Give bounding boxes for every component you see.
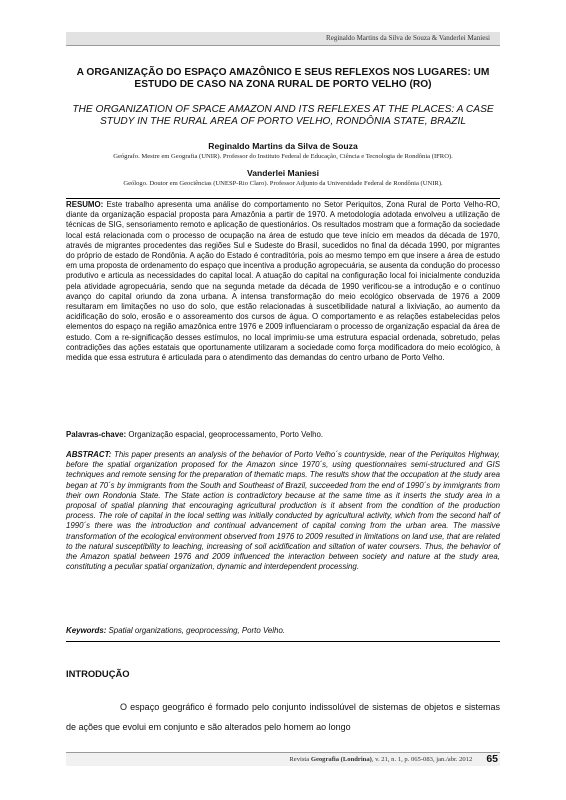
- footer-journal-prefix: Revista: [289, 756, 311, 763]
- footer-journal-citation: [289, 753, 472, 766]
- resumo-text: Este trabalho apresenta uma análise do comportamento no Setor Periquitos, Zona Rural de Porto Velho-RO, diante da organização espacial proposta para Amazônia a partir de 1970. A metodologia adotada envolveu a utilização de técnicas de SIG, sensoriamento remoto e aplicação de questionários. Os resultados mostram que a formação da sociedade local está relacionada com o processo de ocupação na área de estudo que teve início em meados da década de 1970, através de migrantes procedentes das regiões Sul e Sudeste do Brasil, sucedidos no final da década 1990, por migrantes do próprio de estado de Rondônia. A ação do Estado é contraditória, pois ao mesmo tempo em que insere a área de estudo em uma proposta de ordenamento do espaço que incentiva a produção agropecuária, se ausenta da condução do processo produtivo e articula as necessidades do capital local. A atuação do capital na configuração local foi inicialmente conduzida pela atividade agropecuária, sendo que na segunda metade da década de 1990 verificou-se a introdução e o contínuo avanço do capital oriundo da zona urbana. A intensa transformação do meio ecológico observada de 1976 a 2009 resultaram em limitações no uso do solo, que estão relacionadas à suscetibilidade natural a lixiviação, ao aumento da acidificação do solo, erosão e o assoreamento dos cursos de água. O comportamento e as relações estabelecidas pelos elementos do espaço na região amazônica entre 1976 e 2009 influenciaram o processo de organização espacial da área de estudo. Com a re-significação desses estímulos, no local imprimiu-se uma estrutura espacial ordenada, sobretudo, pelas contradições das ações estatais que oportunamente utilizaram a sociedade como força modificadora do meio ecológico, à medida que essa estrutura é articulada para o atendimento das demandas do centro urbano de Porto Velho.: [66, 200, 500, 363]
- footer-journal-suffix: , v. 21, n. 1, p. 065-083, jan./abr. 2012: [371, 756, 473, 763]
- resumo-label: RESUMO:: [66, 200, 104, 209]
- abstract-paragraph: [66, 450, 500, 572]
- abstract-label: ABSTRACT:: [66, 450, 112, 459]
- palavras-chave-line: [66, 430, 500, 440]
- keywords-line: [66, 626, 500, 636]
- title-portuguese: A ORGANIZAÇÃO DO ESPAÇO AMAZÔNICO E SEUS REFLEXOS NOS LUGARES: UM ESTUDO DE CASO NA ZONA RURAL DE PORTO VELHO (RO): [76, 67, 490, 90]
- running-head: [66, 32, 500, 46]
- keywords-text: Spatial organizations, geoprocessing, Porto Velho.: [108, 626, 286, 635]
- author-2-name: Vanderlei Maniesi: [246, 168, 320, 178]
- abstract-bottom-rule: [66, 641, 500, 642]
- footer-journal-name: Geografia (Londrina): [310, 756, 372, 763]
- abstract-top-rule: [66, 198, 500, 199]
- author-1-name: Reginaldo Martins da Silva de Souza: [208, 141, 358, 151]
- palavras-chave-label: Palavras-chave:: [66, 430, 127, 439]
- palavras-chave-text: Organização espacial, geoprocessamento, Porto Velho.: [128, 430, 324, 439]
- author-1-affiliation: Geógrafo. Mestre em Geografia (UNIR). Professor do Instituto Federal de Educação, Ciência e Tecnologia de Rondônia (IFRO).: [113, 153, 453, 160]
- running-head-authors: Reginaldo Martins da Silva de Souza & Vanderlei Maniesi: [326, 34, 490, 42]
- abstract-text: This paper presents an analysis of the behavior of Porto Velho´s countryside, near of the Periquitos Highway, before the spatial organization proposed for the Amazon since 1970´s, using questionnaires semi-structured and GIS techniques and remote sensing for the preparation of thematic maps. The results show that the occupation at the study area began at 70´s by immigrants from the South and Southeast of Brazil, succeeded from the end of 1990´s by immigrants from their own Rondonia State. The State action is contradictory because at the same time as it inserts the study area in a proposal of spatial planning that encouraging agricultural production is it absent from the condition of the production process. The role of capital in the local setting was initially conducted by agricultural activity, which from the second half of 1990´s there was the introduction and continual advancement of capital coming from the urban area. The massive transformation of the ecological environment observed from 1976 to 2009 resulted in limitations on land use, that are related to the natural susceptibility to leaching, increasing of soil acidification and siltation of water coursers. Thus, the behavior of the Amazon spatial between 1976 and 2009 influenced the interaction between society and nature at the study area, constituting a peculiar spatial organization, dynamic and interdependent processing.: [66, 450, 500, 572]
- keywords-label: Keywords:: [66, 626, 107, 635]
- page-footer: [66, 752, 500, 766]
- author-2-affiliation: Geólogo. Doutor em Geociências (UNESP-Rio Claro). Professor Adjunto da Universidade Federal de Rondônia (UNIR).: [123, 180, 443, 187]
- page-number: 65: [486, 753, 498, 765]
- resumo-paragraph: [66, 200, 500, 363]
- section-heading-introducao: INTRODUÇÃO: [66, 668, 130, 679]
- title-english: THE ORGANIZATION OF SPACE AMAZON AND ITS REFLEXES AT THE PLACES: A CASE STUDY IN THE RURAL AREA OF PORTO VELHO, RONDÔNIA STATE, BRAZIL: [72, 104, 494, 127]
- intro-paragraph: O espaço geográfico é formado pelo conjunto indissolúvel de sistemas de objetos e sistemas de ações que evolui em conjunto e são alterados pelo homem ao longo: [66, 702, 500, 732]
